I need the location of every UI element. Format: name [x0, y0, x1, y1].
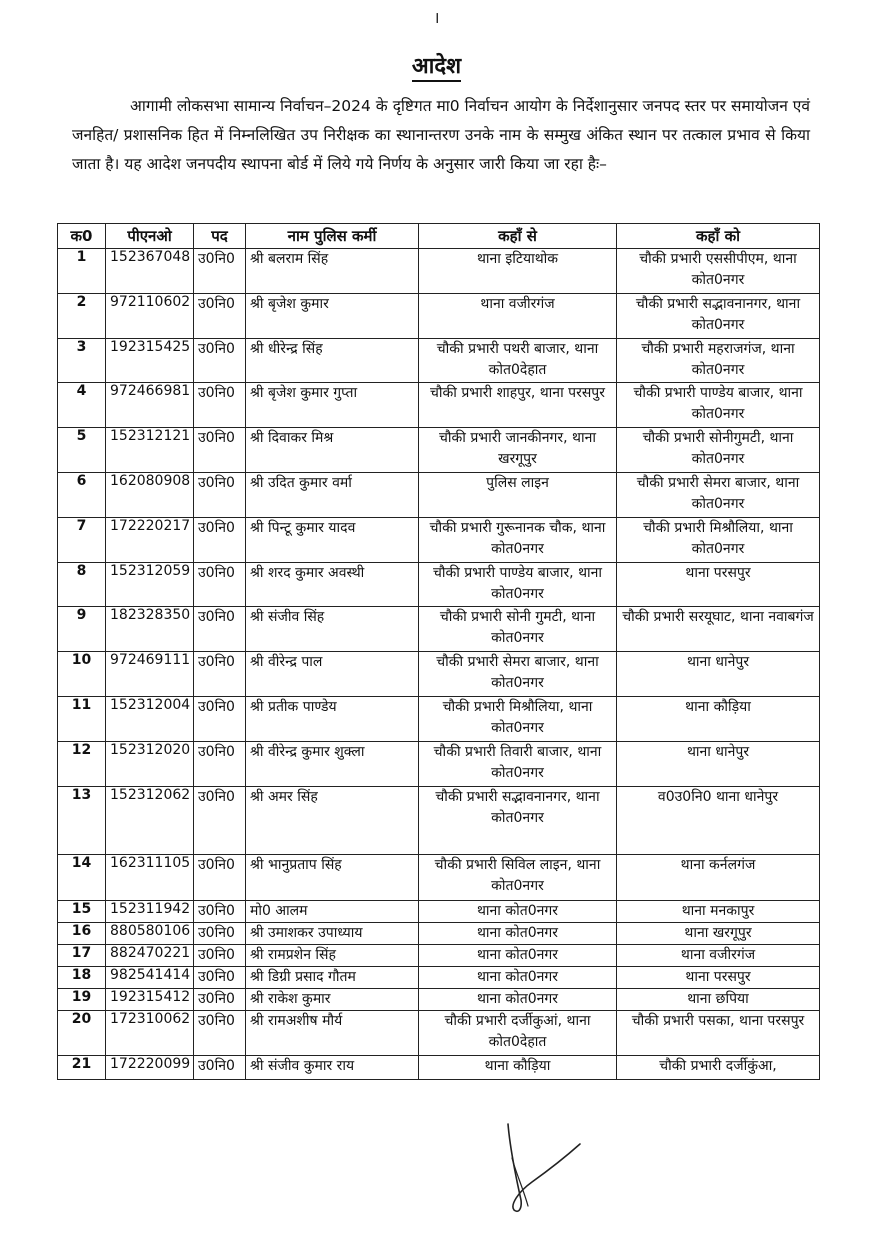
row-pno: 172310062: [106, 1011, 194, 1056]
row-serial: 21: [58, 1056, 106, 1080]
row-to: चौकी प्रभारी सद्भावनानगर, थाना कोत0नगर: [617, 294, 820, 339]
row-serial: 14: [58, 855, 106, 901]
row-to: थाना धानेपुर: [617, 652, 820, 697]
row-pno: 972466981: [106, 383, 194, 428]
header-name: नाम पुलिस कर्मी: [246, 224, 419, 249]
row-to: थाना कर्नलगंज: [617, 855, 820, 901]
row-serial: 8: [58, 563, 106, 607]
row-from: थाना कोत0नगर: [419, 967, 617, 989]
row-to: थाना परसपुर: [617, 967, 820, 989]
table-row: [58, 901, 820, 923]
row-serial: 16: [58, 923, 106, 945]
row-from: चौकी प्रभारी सोनी गुमटी, थाना कोत0नगर: [419, 607, 617, 652]
row-to: थाना छपिया: [617, 989, 820, 1011]
table-row: [58, 607, 820, 652]
table-row: [58, 652, 820, 697]
row-pno: 152312004: [106, 697, 194, 742]
table-row: [58, 294, 820, 339]
row-to: थाना धानेपुर: [617, 742, 820, 787]
transfer-table: [57, 223, 820, 1080]
row-from: चौकी प्रभारी दर्जीकुआं, थाना कोत0देहात: [419, 1011, 617, 1056]
row-serial: 12: [58, 742, 106, 787]
row-rank: उ0नि0: [194, 967, 246, 989]
row-name: श्री वीरेन्द्र कुमार शुक्ला: [246, 742, 419, 787]
header-to: कहाँ को: [617, 224, 820, 249]
row-serial: 20: [58, 1011, 106, 1056]
row-to: चौकी प्रभारी महराजगंज, थाना कोत0नगर: [617, 339, 820, 383]
row-name: श्री धीरेन्द्र सिंह: [246, 339, 419, 383]
row-to: चौकी प्रभारी पाण्डेय बाजार, थाना कोत0नगर: [617, 383, 820, 428]
row-serial: 10: [58, 652, 106, 697]
page-number: ।: [433, 8, 440, 27]
row-serial: 11: [58, 697, 106, 742]
row-to: थाना कौड़िया: [617, 697, 820, 742]
table-row: [58, 1011, 820, 1056]
row-rank: उ0नि0: [194, 383, 246, 428]
row-rank: उ0नि0: [194, 652, 246, 697]
row-name: श्री बृजेश कुमार: [246, 294, 419, 339]
row-pno: 162311105: [106, 855, 194, 901]
row-pno: 972110602: [106, 294, 194, 339]
row-name: श्री उदित कुमार वर्मा: [246, 473, 419, 518]
row-name: श्री संजीव सिंह: [246, 607, 419, 652]
row-pno: 152312059: [106, 563, 194, 607]
table-row: [58, 339, 820, 383]
row-from: चौकी प्रभारी सेमरा बाजार, थाना कोत0नगर: [419, 652, 617, 697]
row-pno: 182328350: [106, 607, 194, 652]
header-pno: पीएनओ: [106, 224, 194, 249]
row-serial: 5: [58, 428, 106, 473]
table-row: [58, 518, 820, 563]
row-from: थाना इटियाथोक: [419, 249, 617, 294]
row-from: थाना कोत0नगर: [419, 923, 617, 945]
row-serial: 13: [58, 787, 106, 855]
row-rank: उ0नि0: [194, 428, 246, 473]
row-name: श्री प्रतीक पाण्डेय: [246, 697, 419, 742]
row-from: थाना कोत0नगर: [419, 989, 617, 1011]
row-serial: 3: [58, 339, 106, 383]
row-to: थाना मनकापुर: [617, 901, 820, 923]
row-serial: 19: [58, 989, 106, 1011]
table-row: [58, 989, 820, 1011]
row-to: थाना परसपुर: [617, 563, 820, 607]
row-pno: 172220217: [106, 518, 194, 563]
row-from: थाना कौड़िया: [419, 1056, 617, 1080]
row-rank: उ0नि0: [194, 742, 246, 787]
row-pno: 152311942: [106, 901, 194, 923]
page-title: [0, 50, 873, 80]
title-text: आदेश: [412, 54, 461, 82]
row-name: श्री उमाशकर उपाध्याय: [246, 923, 419, 945]
row-name: श्री बलराम सिंह: [246, 249, 419, 294]
row-rank: उ0नि0: [194, 945, 246, 967]
row-rank: उ0नि0: [194, 473, 246, 518]
row-name: श्री रामअशीष मौर्य: [246, 1011, 419, 1056]
row-rank: उ0नि0: [194, 1011, 246, 1056]
row-rank: उ0नि0: [194, 249, 246, 294]
table-row: [58, 923, 820, 945]
row-from: पुलिस लाइन: [419, 473, 617, 518]
header-from: कहाँ से: [419, 224, 617, 249]
row-rank: उ0नि0: [194, 563, 246, 607]
row-pno: 192315425: [106, 339, 194, 383]
row-name: श्री राकेश कुमार: [246, 989, 419, 1011]
header-sn: क0: [58, 224, 106, 249]
row-pno: 982541414: [106, 967, 194, 989]
row-from: थाना कोत0नगर: [419, 901, 617, 923]
row-from: थाना वजीरगंज: [419, 294, 617, 339]
row-from: चौकी प्रभारी मिश्रौलिया, थाना कोत0नगर: [419, 697, 617, 742]
row-from: चौकी प्रभारी गुरूनानक चौक, थाना कोत0नगर: [419, 518, 617, 563]
row-rank: उ0नि0: [194, 607, 246, 652]
row-serial: 9: [58, 607, 106, 652]
row-name: श्री रामप्रशेन सिंह: [246, 945, 419, 967]
row-name: श्री संजीव कुमार राय: [246, 1056, 419, 1080]
row-serial: 6: [58, 473, 106, 518]
row-to: थाना वजीरगंज: [617, 945, 820, 967]
row-to: चौकी प्रभारी एससीपीएम, थाना कोत0नगर: [617, 249, 820, 294]
row-to: चौकी प्रभारी सेमरा बाजार, थाना कोत0नगर: [617, 473, 820, 518]
table-row: [58, 967, 820, 989]
table-row: [58, 855, 820, 901]
row-from: थाना कोत0नगर: [419, 945, 617, 967]
table-row: [58, 742, 820, 787]
row-from: चौकी प्रभारी तिवारी बाजार, थाना कोत0नगर: [419, 742, 617, 787]
row-name: मो0 आलम: [246, 901, 419, 923]
row-name: श्री बृजेश कुमार गुप्ता: [246, 383, 419, 428]
row-to: चौकी प्रभारी सरयूघाट, थाना नवाबगंज: [617, 607, 820, 652]
row-to: चौकी प्रभारी मिश्रौलिया, थाना कोत0नगर: [617, 518, 820, 563]
header-rank: पद: [194, 224, 246, 249]
table-row: [58, 945, 820, 967]
row-from: चौकी प्रभारी सिविल लाइन, थाना कोत0नगर: [419, 855, 617, 901]
row-name: श्री अमर सिंह: [246, 787, 419, 855]
row-serial: 4: [58, 383, 106, 428]
row-pno: 192315412: [106, 989, 194, 1011]
row-pno: 152312020: [106, 742, 194, 787]
row-pno: 880580106: [106, 923, 194, 945]
row-from: चौकी प्रभारी पाण्डेय बाजार, थाना कोत0नगर: [419, 563, 617, 607]
row-pno: 972469111: [106, 652, 194, 697]
row-name: श्री डिग्री प्रसाद गौतम: [246, 967, 419, 989]
table-row: [58, 383, 820, 428]
intro-paragraph: आगामी लोकसभा सामान्य निर्वाचन–2024 के दृष्टिगत मा0 निर्वाचन आयोग के निर्देशानुसार जनपद स्तर पर समायोजन एवं जनहित/ प्रशासनिक हित में निम्नलिखित उप निरीक्षक का स्थानान्तरण उनके नाम के सम्मुख अंकित स्थान पर तत्काल प्रभाव से किया जाता है। यह आदेश जनपदीय स्थापना बोर्ड में लिये गये निर्णय के अनुसार जारी किया जा रहा हैः–: [72, 97, 810, 173]
table-row: [58, 787, 820, 855]
row-to: चौकी प्रभारी पसका, थाना परसपुर: [617, 1011, 820, 1056]
row-name: श्री पिन्टू कुमार यादव: [246, 518, 419, 563]
table-row: [58, 697, 820, 742]
row-rank: उ0नि0: [194, 518, 246, 563]
row-rank: उ0नि0: [194, 697, 246, 742]
row-rank: उ0नि0: [194, 1056, 246, 1080]
row-pno: 882470221: [106, 945, 194, 967]
row-name: श्री दिवाकर मिश्र: [246, 428, 419, 473]
row-from: चौकी प्रभारी पथरी बाजार, थाना कोत0देहात: [419, 339, 617, 383]
table-row: [58, 473, 820, 518]
row-rank: उ0नि0: [194, 855, 246, 901]
row-pno: 172220099: [106, 1056, 194, 1080]
row-to: व0उ0नि0 थाना धानेपुर: [617, 787, 820, 855]
row-rank: उ0नि0: [194, 923, 246, 945]
row-to: थाना खरगूपुर: [617, 923, 820, 945]
row-pno: 152367048: [106, 249, 194, 294]
row-name: श्री भानुप्रताप सिंह: [246, 855, 419, 901]
table-row: [58, 428, 820, 473]
table-row: [58, 249, 820, 294]
row-rank: उ0नि0: [194, 787, 246, 855]
signature: [488, 1118, 588, 1218]
row-serial: 17: [58, 945, 106, 967]
row-to: चौकी प्रभारी दर्जीकुंआ,: [617, 1056, 820, 1080]
table-row: [58, 563, 820, 607]
row-serial: 1: [58, 249, 106, 294]
row-serial: 15: [58, 901, 106, 923]
row-to: चौकी प्रभारी सोनीगुमटी, थाना कोत0नगर: [617, 428, 820, 473]
row-pno: 162080908: [106, 473, 194, 518]
row-pno: 152312121: [106, 428, 194, 473]
row-from: चौकी प्रभारी शाहपुर, थाना परसपुर: [419, 383, 617, 428]
row-rank: उ0नि0: [194, 989, 246, 1011]
row-pno: 152312062: [106, 787, 194, 855]
row-serial: 2: [58, 294, 106, 339]
table-body: [58, 249, 820, 1080]
row-serial: 7: [58, 518, 106, 563]
table-header-row: [58, 224, 820, 249]
row-name: श्री वीरेन्द्र पाल: [246, 652, 419, 697]
row-rank: उ0नि0: [194, 339, 246, 383]
row-name: श्री शरद कुमार अवस्थी: [246, 563, 419, 607]
table-row: [58, 1056, 820, 1080]
row-rank: उ0नि0: [194, 901, 246, 923]
row-serial: 18: [58, 967, 106, 989]
row-rank: उ0नि0: [194, 294, 246, 339]
row-from: चौकी प्रभारी सद्भावनानगर, थाना कोत0नगर: [419, 787, 617, 855]
row-from: चौकी प्रभारी जानकीनगर, थाना खरगूपुर: [419, 428, 617, 473]
